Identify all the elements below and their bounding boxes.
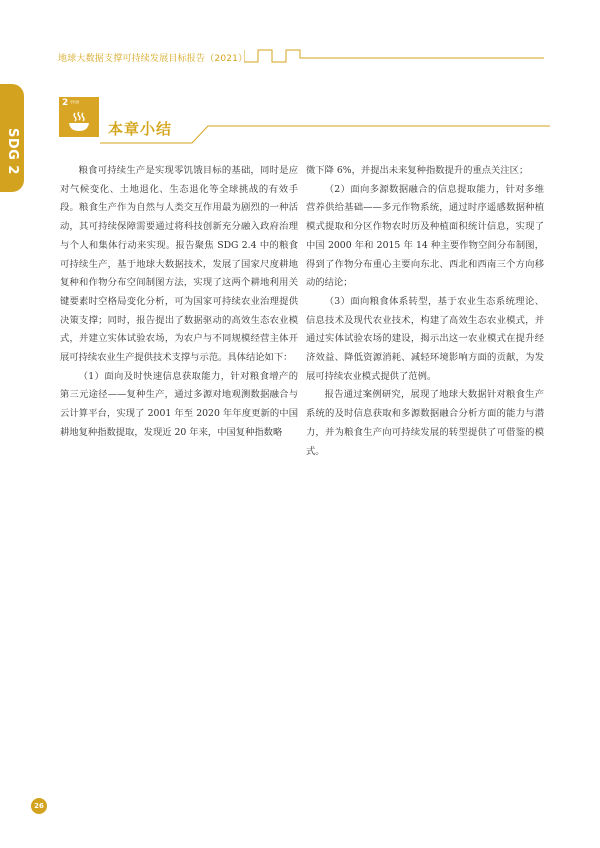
paragraph: 粮食可持续生产是实现零饥饿目标的基础，同时是应对气候变化、土地退化、生态退化等全球挑战的有效手段。粮食生产作为自然与人类交互作用最为剧烈的一种活动，其可持续保障需要通过将科技创新充分融入政府治理与个人和集体行动来实现。报告聚焦 SDG 2.4 中的粮食可持续生产，基于地球大数据技术，发展了国家尺度耕地复种和作物分布空间制图方法，实现了这两个耕地利用关键要素时空格局变化分析，可为国家可持续农业治理提供决策支撑；同时，报告提出了数据驱动的高效生态农业模式，并建立实体试验农场，为农户与不同规模经营主体开展可持续农业生产提供技术支撑与示范。具体结论如下： — [60, 165, 298, 364]
sdg2-badge — [59, 97, 99, 137]
running-header-title: 地球大数据支撑可持续发展目标报告（2021） — [58, 54, 248, 64]
bowl-icon — [67, 110, 91, 134]
paragraph: （2）面向多源数据融合的信息提取能力，针对多维营养供给基础——多元作物系统，通过时序遥感数据种植模式提取和分区作物农时历及种植面积统计信息，实现了中国 2000 年和 2015 年 14 种主要作物空间分布制图，得到了作物分布重心主要向东北、西北和西南三个方向移动的结论； — [306, 183, 544, 289]
paragraph: （1）面向及时快速信息获取能力，针对粮食增产的第三元途径——复种生产，通过多源对地观测数据融合与云计算平台，实现了 2001 年至 2020 年年度更新的中国耕地复种指数提取，发现近 20 年来，中国复种指数略 — [60, 370, 298, 438]
sdg-badge-number: 2 — [62, 98, 69, 108]
page-number: 26 — [31, 798, 47, 814]
paragraph: （3）面向粮食体系转型，基于农业生态系统理论、信息技术及现代农业技术，构建了高效生态农业模式，并通过实体试验农场的建设，揭示出这一农业模式在提升经济效益、降低资源消耗、减轻环境影响方面的贡献，为发展可持续农业模式提供了范例。 — [306, 295, 544, 382]
paragraph: 报告通过案例研究，展现了地球大数据针对粮食生产系统的及时信息获取和多源数据融合分析方面的能力与潜力，并为粮食生产向可持续发展的转型提供了可借鉴的模式。 — [306, 389, 544, 457]
sdg-badge-label: 零饥饿 — [70, 100, 80, 104]
body-column-left — [60, 162, 298, 443]
paragraph-continued: 微下降 6%，并提出未来复种指数提升的重点关注区； — [306, 165, 529, 176]
body-column-right — [306, 162, 544, 461]
chapter-title: 本章小结 — [108, 120, 173, 138]
header-decoration — [244, 48, 544, 68]
